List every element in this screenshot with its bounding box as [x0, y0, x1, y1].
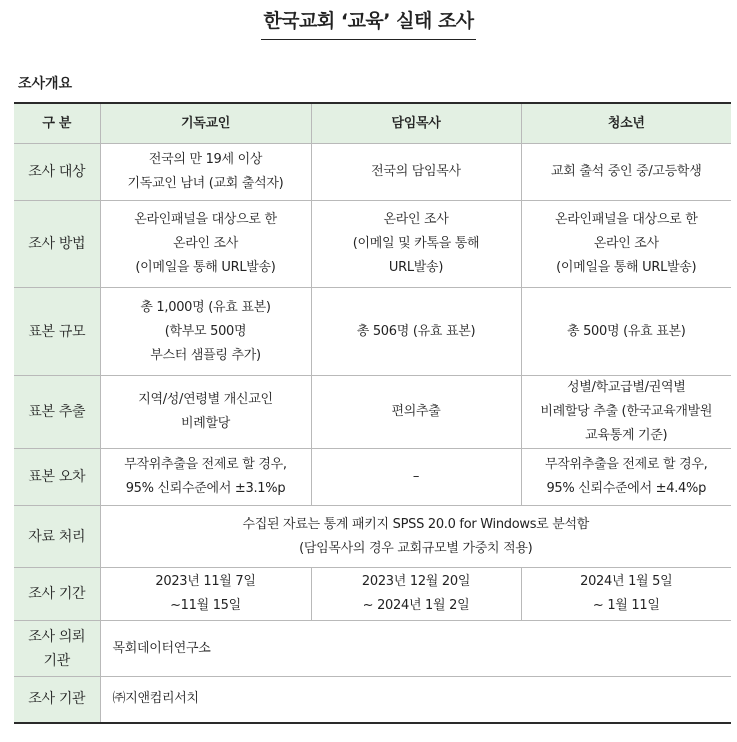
- header-youth: 청소년: [521, 103, 731, 144]
- cell-line: 전국의 담임목사: [371, 164, 461, 179]
- cell-youth: [521, 568, 731, 621]
- cell-line: 부스터 샘플링 추가): [150, 347, 261, 363]
- cell-line: (이메일 및 카톡을 통해: [352, 236, 480, 251]
- cell-line: ~11월 15일: [170, 598, 241, 613]
- cell-line: 온라인 조사: [593, 236, 659, 251]
- cell-line: 비례할당 추출 (한국교육개발원: [540, 404, 713, 419]
- header-pastors: 담임목사: [311, 103, 521, 144]
- row-label: 표본 추출: [14, 376, 100, 449]
- cell-line: 온라인패널을 대상으로 한: [134, 212, 277, 227]
- row-label: 표본 규모: [14, 288, 100, 376]
- cell-line: –: [412, 469, 420, 484]
- cell-line: 무작위추출을 전제로 할 경우,: [124, 457, 287, 472]
- row-target: [14, 144, 731, 201]
- cell-pastors: [311, 288, 521, 376]
- survey-overview-table: [14, 102, 731, 724]
- cell-line: (이메일을 통해 URL발송): [135, 260, 276, 275]
- row-agency: [14, 677, 731, 723]
- row-sample-size: [14, 288, 731, 376]
- document-title-wrap: [0, 6, 737, 40]
- cell-line: ~ 1월 11일: [592, 598, 660, 613]
- cell-line: 기독교인 남녀 (교회 출석자): [127, 176, 284, 191]
- row-client: [14, 621, 731, 677]
- cell-line: 총 506명 (유효 표본): [356, 323, 476, 339]
- header-christians: 기독교인: [100, 103, 311, 144]
- cell-line: 교회 출석 중인 중/고등학생: [551, 164, 702, 179]
- cell-christians: [100, 376, 311, 449]
- cell-youth: [521, 144, 731, 201]
- cell-line: 2023년 11월 7일: [155, 574, 256, 589]
- row-label: 표본 오차: [14, 449, 100, 506]
- row-sampling: [14, 376, 731, 449]
- cell-line: 95% 신뢰수준에서 ±3.1%p: [125, 481, 286, 496]
- cell-christians: [100, 568, 311, 621]
- section-title: 조사개요: [18, 76, 73, 92]
- cell-pastors: [311, 144, 521, 201]
- cell-client-value: 목회데이터연구소: [100, 621, 731, 677]
- row-label-line: 조사 의뢰: [28, 628, 86, 645]
- cell-line: (학부모 500명: [164, 323, 247, 339]
- cell-line: 편의추출: [391, 404, 441, 419]
- cell-line: 성별/학교급별/권역별: [567, 380, 686, 395]
- document-title: 한국교회 ‘교육’ 실태 조사: [261, 6, 475, 40]
- row-label: 조사 방법: [14, 201, 100, 288]
- cell-pastors: [311, 201, 521, 288]
- row-label: 조사 기관: [14, 677, 100, 723]
- cell-line: 총 500명 (유효 표본): [566, 323, 686, 339]
- cell-christians: [100, 449, 311, 506]
- cell-line: ~ 2024년 1월 2일: [362, 598, 470, 613]
- cell-pastors: [311, 376, 521, 449]
- cell-line: URL발송): [388, 260, 444, 275]
- cell-line: (담임목사의 경우 교회규모별 가중치 적용): [299, 540, 533, 556]
- row-label: 조사 기간: [14, 568, 100, 621]
- header-row: [14, 103, 731, 144]
- cell-line: (이메일을 통해 URL발송): [556, 260, 697, 275]
- cell-line: 교육통계 기준): [585, 428, 668, 443]
- cell-line: 2024년 1월 5일: [580, 574, 673, 589]
- cell-line: 온라인 조사: [172, 236, 239, 251]
- cell-line: 총 1,000명 (유효 표본): [140, 299, 271, 315]
- cell-youth: [521, 201, 731, 288]
- row-label: 자료 처리: [14, 506, 100, 568]
- row-label: [14, 621, 100, 677]
- cell-line: 비례할당: [180, 416, 231, 431]
- cell-youth: [521, 376, 731, 449]
- row-period: [14, 568, 731, 621]
- cell-agency-value: ㈜지앤컴리서치: [100, 677, 731, 723]
- cell-line: 무작위추출을 전제로 할 경우,: [545, 457, 708, 472]
- cell-pastors: [311, 449, 521, 506]
- row-method: [14, 201, 731, 288]
- row-error: [14, 449, 731, 506]
- cell-line: 온라인패널을 대상으로 한: [554, 212, 698, 227]
- cell-youth: [521, 288, 731, 376]
- row-label: 조사 대상: [14, 144, 100, 201]
- cell-processing-merged: [100, 506, 731, 568]
- cell-line: 온라인 조사: [383, 212, 449, 227]
- row-processing: [14, 506, 731, 568]
- cell-christians: [100, 201, 311, 288]
- cell-line: 전국의 만 19세 이상: [148, 152, 263, 167]
- cell-line: 지역/성/연령별 개신교인: [138, 392, 273, 407]
- cell-line: 수집된 자료는 통계 패키지 SPSS 20.0 for Windows로 분석함: [242, 516, 590, 532]
- row-label-line: 기관: [43, 652, 70, 669]
- cell-pastors: [311, 568, 521, 621]
- header-category: 구 분: [14, 103, 100, 144]
- cell-line: 95% 신뢰수준에서 ±4.4%p: [546, 481, 707, 496]
- cell-line: 2023년 12월 20일: [361, 574, 471, 589]
- cell-youth: [521, 449, 731, 506]
- cell-christians: [100, 144, 311, 201]
- cell-christians: [100, 288, 311, 376]
